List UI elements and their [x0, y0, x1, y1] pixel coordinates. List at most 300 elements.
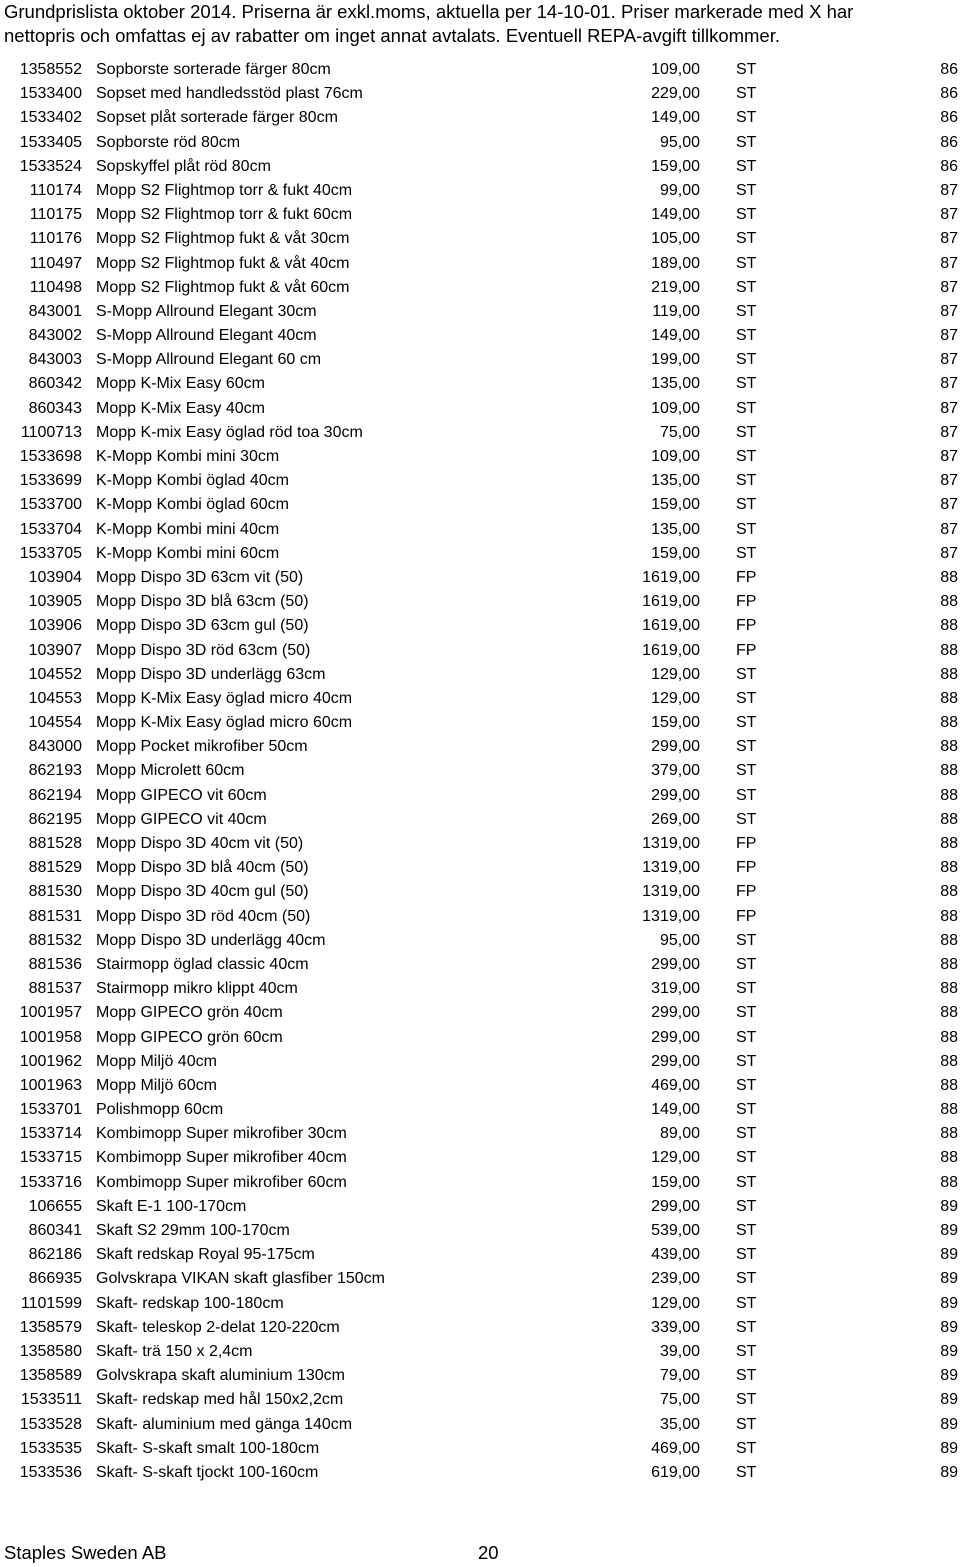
header-line-1: Grundprislista oktober 2014. Priserna är exkl.moms, aktuella per 14-10-01. Priser markerade med X har: [4, 1, 854, 22]
header-line-2: nettopris och omfattas ej av rabatter om inget annat avtalats. Eventuell REPA-avgift tillkommer.: [4, 25, 780, 46]
catalog-page: 89: [940, 1270, 958, 1288]
price: 95,00: [659, 133, 700, 151]
article-number: 110175: [29, 206, 82, 224]
catalog-page: 87: [940, 520, 958, 538]
price: 299,00: [651, 955, 700, 973]
article-number: 860342: [28, 375, 82, 393]
unit: ST: [736, 738, 757, 756]
price: 189,00: [651, 254, 700, 272]
table-row: [0, 1050, 960, 1074]
catalog-page: 87: [940, 351, 958, 369]
article-number: 1533704: [19, 520, 82, 538]
table-row: [0, 687, 960, 711]
article-number: 1533511: [20, 1391, 82, 1409]
unit: FP: [736, 835, 757, 852]
unit: ST: [736, 351, 757, 369]
price: 1619,00: [642, 568, 700, 586]
article-number: 1001957: [19, 1004, 82, 1022]
unit: ST: [736, 1076, 757, 1094]
product-description: Skaft- redskap med hål 150x2,2cm: [96, 1391, 344, 1409]
price: 95,00: [659, 931, 700, 949]
catalog-page: 88: [940, 1173, 958, 1191]
article-number: 843002: [28, 327, 82, 345]
catalog-page: 87: [940, 496, 958, 514]
catalog-page: 88: [940, 883, 958, 901]
product-description: Mopp GIPECO grön 40cm: [96, 1004, 283, 1022]
table-row: [0, 905, 960, 929]
price: 159,00: [651, 157, 700, 175]
catalog-page: 89: [940, 1318, 958, 1336]
article-number: 1358579: [19, 1318, 82, 1336]
product-description: Sopborste röd 80cm: [96, 133, 241, 151]
table-row: [0, 808, 960, 832]
catalog-page: 88: [940, 689, 958, 707]
unit: ST: [736, 544, 757, 562]
table-row: [0, 566, 960, 590]
unit: ST: [736, 1391, 757, 1409]
table-row: [0, 493, 960, 517]
catalog-page: 89: [940, 1463, 958, 1481]
product-description: Sopset med handledsstöd plast 76cm: [96, 85, 363, 103]
unit: FP: [736, 883, 757, 901]
unit: ST: [736, 1367, 757, 1385]
product-description: S-Mopp Allround Elegant 30cm: [96, 302, 317, 320]
price: 1319,00: [642, 835, 700, 852]
unit: ST: [736, 61, 757, 78]
table-row: [0, 445, 960, 469]
table-row: [0, 1219, 960, 1243]
catalog-page: 88: [940, 859, 958, 877]
table-row: [0, 1413, 960, 1437]
product-description: K-Mopp Kombi mini 40cm: [96, 520, 280, 538]
product-description: Mopp GIPECO grön 60cm: [96, 1028, 283, 1046]
article-number: 1533715: [19, 1149, 82, 1167]
price: 129,00: [651, 1149, 700, 1167]
price: 299,00: [651, 1028, 700, 1046]
catalog-page: 89: [940, 1415, 958, 1433]
unit: ST: [736, 1101, 757, 1119]
unit: ST: [736, 1294, 757, 1312]
article-number: 1358580: [19, 1342, 82, 1360]
catalog-page: 87: [940, 399, 958, 417]
unit: ST: [736, 1439, 757, 1457]
article-number: 1533701: [19, 1101, 82, 1119]
article-number: 1101599: [20, 1294, 82, 1312]
price: 1619,00: [642, 617, 700, 635]
table-row: [0, 1146, 960, 1170]
product-description: Mopp K-Mix Easy 60cm: [96, 375, 265, 393]
catalog-page: 88: [940, 931, 958, 949]
table-row: [0, 469, 960, 493]
table-row: [0, 276, 960, 300]
article-number: 866935: [28, 1270, 82, 1288]
price: 149,00: [651, 109, 700, 127]
article-number: 110176: [29, 230, 82, 248]
product-description: Skaft E-1 100-170cm: [96, 1197, 247, 1215]
unit: ST: [736, 423, 757, 441]
price: 119,00: [652, 302, 700, 320]
catalog-page: 88: [940, 568, 958, 586]
product-description: Mopp S2 Flightmop fukt & våt 60cm: [96, 278, 350, 296]
price: 75,00: [659, 1391, 700, 1409]
price: 135,00: [651, 472, 700, 490]
article-number: 104552: [28, 665, 82, 683]
table-row: [0, 58, 960, 82]
catalog-page: 88: [940, 1149, 958, 1167]
product-description: Mopp Dispo 3D blå 40cm (50): [96, 859, 309, 877]
table-row: [0, 252, 960, 276]
price: 269,00: [651, 810, 700, 828]
price: 149,00: [651, 1101, 700, 1119]
unit: ST: [736, 206, 757, 224]
product-description: Mopp Dispo 3D underlägg 40cm: [96, 931, 326, 949]
article-number: 1001958: [19, 1028, 82, 1046]
article-number: 881536: [28, 955, 82, 973]
catalog-page: 88: [940, 835, 958, 852]
page-number: 20: [478, 1542, 499, 1563]
table-row: [0, 1437, 960, 1461]
product-description: Mopp GIPECO vit 40cm: [96, 810, 267, 828]
table-row: [0, 1388, 960, 1412]
unit: FP: [736, 859, 757, 877]
table-row: [0, 929, 960, 953]
product-description: Mopp GIPECO vit 60cm: [96, 786, 267, 804]
table-row: [0, 663, 960, 687]
table-row: [0, 735, 960, 759]
price: 135,00: [651, 520, 700, 538]
article-number: 881530: [28, 883, 82, 901]
catalog-page: 88: [940, 1004, 958, 1022]
table-row: [0, 1171, 960, 1195]
catalog-page: 88: [940, 593, 958, 611]
table-row: [0, 1340, 960, 1364]
article-number: 862195: [28, 810, 82, 828]
product-description: Mopp Miljö 40cm: [96, 1052, 217, 1070]
product-description: Stairmopp mikro klippt 40cm: [96, 980, 298, 998]
unit: ST: [736, 1463, 757, 1481]
price: 469,00: [651, 1439, 700, 1457]
unit: FP: [736, 593, 757, 611]
catalog-page: 87: [940, 254, 958, 272]
unit: ST: [736, 980, 757, 998]
article-number: 1533700: [19, 496, 82, 514]
company-name: Staples Sweden AB: [4, 1542, 167, 1563]
product-description: Mopp S2 Flightmop torr & fukt 60cm: [96, 206, 353, 224]
price: 135,00: [651, 375, 700, 393]
unit: ST: [736, 1125, 757, 1143]
price: 109,00: [651, 399, 700, 417]
product-description: Mopp Pocket mikrofiber 50cm: [96, 738, 308, 756]
price: 1319,00: [642, 907, 700, 925]
price: 319,00: [651, 980, 700, 998]
price: 219,00: [651, 278, 700, 296]
price: 229,00: [651, 85, 700, 103]
article-number: 881532: [28, 931, 82, 949]
product-description: Sopborste sorterade färger 80cm: [96, 61, 331, 78]
price: 379,00: [651, 762, 700, 780]
unit: ST: [736, 1052, 757, 1070]
article-number: 1358589: [19, 1367, 82, 1385]
article-number: 1533536: [19, 1463, 82, 1481]
unit: ST: [736, 133, 757, 151]
unit: ST: [736, 689, 757, 707]
unit: ST: [736, 1342, 757, 1360]
price: 1319,00: [642, 883, 700, 901]
catalog-page: 88: [940, 641, 958, 659]
unit: ST: [736, 520, 757, 538]
product-description: Mopp Dispo 3D 40cm vit (50): [96, 835, 304, 852]
article-number: 860341: [28, 1222, 82, 1239]
catalog-page: 88: [940, 714, 958, 732]
table-row: [0, 1195, 960, 1219]
product-description: K-Mopp Kombi öglad 40cm: [96, 472, 289, 490]
article-number: 106655: [28, 1197, 82, 1215]
catalog-page: 86: [940, 85, 958, 103]
catalog-page: 86: [940, 109, 958, 127]
catalog-page: 88: [940, 907, 958, 925]
article-number: 103906: [28, 617, 82, 635]
product-description: Skaft- teleskop 2-delat 120-220cm: [96, 1318, 340, 1336]
article-number: 110498: [29, 278, 82, 296]
table-row: [0, 348, 960, 372]
table-row: [0, 977, 960, 1001]
product-description: Kombimopp Super mikrofiber 30cm: [96, 1125, 347, 1143]
table-row: [0, 300, 960, 324]
unit: ST: [736, 448, 757, 465]
unit: ST: [736, 1004, 757, 1022]
table-row: [0, 832, 960, 856]
price: 109,00: [651, 448, 700, 465]
catalog-page: 87: [940, 206, 958, 224]
article-number: 1533705: [19, 544, 82, 562]
product-description: Sopset plåt sorterade färger 80cm: [96, 109, 338, 127]
page-footer: [0, 1540, 960, 1566]
table-row: [0, 372, 960, 396]
catalog-page: 86: [940, 157, 958, 175]
price: 75,00: [659, 423, 700, 441]
table-row: [0, 1074, 960, 1098]
table-row: [0, 518, 960, 542]
article-number: 104554: [28, 714, 82, 732]
unit: ST: [736, 1028, 757, 1046]
product-description: Skaft S2 29mm 100-170cm: [96, 1222, 290, 1239]
catalog-page: 88: [940, 665, 958, 683]
table-row: [0, 1461, 960, 1485]
catalog-page: 87: [940, 181, 958, 199]
catalog-page: 87: [940, 375, 958, 393]
product-description: Mopp Dispo 3D röd 40cm (50): [96, 907, 311, 925]
unit: ST: [736, 109, 757, 127]
article-number: 862193: [28, 762, 82, 780]
product-description: K-Mopp Kombi mini 60cm: [96, 544, 280, 562]
catalog-page: 88: [940, 617, 958, 635]
unit: FP: [736, 617, 757, 635]
price: 439,00: [651, 1246, 700, 1264]
product-description: K-Mopp Kombi mini 30cm: [96, 448, 280, 465]
product-description: S-Mopp Allround Elegant 40cm: [96, 327, 317, 345]
article-number: 1533524: [19, 157, 82, 175]
catalog-page: 87: [940, 230, 958, 248]
price: 239,00: [651, 1270, 700, 1288]
price: 299,00: [651, 1197, 700, 1215]
article-number: 843003: [28, 351, 82, 369]
unit: ST: [736, 1270, 757, 1288]
unit: ST: [736, 1318, 757, 1336]
article-number: 1533535: [19, 1439, 82, 1457]
page-header: [4, 0, 954, 48]
catalog-page: 89: [940, 1367, 958, 1385]
price: 149,00: [651, 327, 700, 345]
table-row: [0, 1001, 960, 1025]
catalog-page: 88: [940, 955, 958, 973]
table-row: [0, 1026, 960, 1050]
price: 159,00: [651, 714, 700, 732]
price: 159,00: [651, 496, 700, 514]
article-number: 110174: [29, 181, 82, 199]
catalog-page: 89: [940, 1246, 958, 1264]
table-row: [0, 711, 960, 735]
table-row: [0, 179, 960, 203]
price: 1619,00: [642, 641, 700, 659]
table-row: [0, 203, 960, 227]
catalog-page: 87: [940, 327, 958, 345]
product-description: Golvskrapa VIKAN skaft glasfiber 150cm: [96, 1270, 386, 1288]
article-number: 1100713: [20, 423, 82, 441]
table-row: [0, 953, 960, 977]
catalog-page: 88: [940, 1101, 958, 1119]
table-row: [0, 1267, 960, 1291]
table-row: [0, 1316, 960, 1340]
product-description: S-Mopp Allround Elegant 60 cm: [96, 351, 322, 369]
catalog-page: 88: [940, 762, 958, 780]
unit: ST: [736, 496, 757, 514]
catalog-page: 88: [940, 810, 958, 828]
price: 619,00: [651, 1463, 700, 1481]
price: 129,00: [651, 665, 700, 683]
catalog-page: 87: [940, 278, 958, 296]
product-description: Mopp K-Mix Easy öglad micro 60cm: [96, 714, 353, 732]
unit: FP: [736, 568, 757, 586]
article-number: 1533400: [19, 85, 82, 103]
price: 79,00: [659, 1367, 700, 1385]
price: 99,00: [659, 181, 700, 199]
catalog-page: 89: [940, 1391, 958, 1409]
catalog-page: 88: [940, 786, 958, 804]
table-row: [0, 421, 960, 445]
price: 299,00: [651, 1004, 700, 1022]
unit: ST: [736, 1173, 757, 1191]
article-number: 1358552: [19, 61, 82, 78]
table-row: [0, 397, 960, 421]
product-description: Mopp S2 Flightmop torr & fukt 40cm: [96, 181, 353, 199]
unit: ST: [736, 931, 757, 949]
catalog-page: 87: [940, 544, 958, 562]
unit: FP: [736, 907, 757, 925]
price: 149,00: [651, 206, 700, 224]
price: 159,00: [651, 544, 700, 562]
catalog-page: 89: [940, 1342, 958, 1360]
price: 105,00: [651, 230, 700, 248]
price: 299,00: [651, 738, 700, 756]
unit: ST: [736, 810, 757, 828]
product-description: Skaft- S-skaft tjockt 100-160cm: [96, 1463, 319, 1481]
table-row: [0, 784, 960, 808]
price: 35,00: [659, 1415, 700, 1433]
table-row: [0, 614, 960, 638]
catalog-page: 87: [940, 423, 958, 441]
article-number: 862186: [28, 1246, 82, 1264]
table-row: [0, 155, 960, 179]
unit: ST: [736, 1415, 757, 1433]
product-description: Skaft- redskap 100-180cm: [96, 1294, 284, 1312]
product-description: Mopp K-Mix Easy öglad micro 40cm: [96, 689, 353, 707]
article-number: 1001962: [19, 1052, 82, 1070]
price: 299,00: [651, 1052, 700, 1070]
article-number: 1533714: [19, 1125, 82, 1143]
price: 129,00: [651, 1294, 700, 1312]
unit: ST: [736, 665, 757, 683]
price: 1319,00: [642, 859, 700, 877]
product-description: Kombimopp Super mikrofiber 60cm: [96, 1173, 347, 1191]
catalog-page: 87: [940, 472, 958, 490]
article-number: 1001963: [19, 1076, 82, 1094]
table-row: [0, 759, 960, 783]
price: 1619,00: [642, 593, 700, 611]
catalog-page: 88: [940, 980, 958, 998]
unit: ST: [736, 1197, 757, 1215]
article-number: 103907: [28, 641, 82, 659]
table-row: [0, 324, 960, 348]
unit: ST: [736, 254, 757, 272]
table-row: [0, 1364, 960, 1388]
catalog-page: 89: [940, 1222, 958, 1239]
unit: ST: [736, 472, 757, 490]
unit: ST: [736, 1222, 757, 1239]
unit: ST: [736, 762, 757, 780]
product-description: Mopp Dispo 3D 63cm vit (50): [96, 568, 304, 586]
article-number: 1533699: [19, 472, 82, 490]
catalog-page: 88: [940, 1125, 958, 1143]
article-number: 843000: [28, 738, 82, 756]
unit: ST: [736, 157, 757, 175]
table-row: [0, 1243, 960, 1267]
price: 39,00: [659, 1342, 700, 1360]
product-description: Mopp Miljö 60cm: [96, 1076, 217, 1094]
product-description: Sopskyffel plåt röd 80cm: [96, 157, 271, 175]
unit: ST: [736, 327, 757, 345]
article-number: 881531: [28, 907, 82, 925]
catalog-page: 88: [940, 1028, 958, 1046]
product-description: Mopp K-mix Easy öglad röd toa 30cm: [96, 423, 363, 441]
product-description: Mopp Microlett 60cm: [96, 762, 245, 780]
table-row: [0, 856, 960, 880]
product-description: Skaft redskap Royal 95-175cm: [96, 1246, 315, 1264]
product-description: Mopp S2 Flightmop fukt & våt 40cm: [96, 254, 350, 272]
unit: ST: [736, 1246, 757, 1264]
product-description: Mopp Dispo 3D blå 63cm (50): [96, 593, 309, 611]
table-row: [0, 639, 960, 663]
product-description: Kombimopp Super mikrofiber 40cm: [96, 1149, 347, 1167]
price: 199,00: [651, 351, 700, 369]
catalog-page: 86: [940, 133, 958, 151]
catalog-page: 89: [940, 1439, 958, 1457]
table-row: [0, 82, 960, 106]
article-number: 103905: [28, 593, 82, 611]
price: 299,00: [651, 786, 700, 804]
article-number: 1533716: [19, 1173, 82, 1191]
price: 539,00: [651, 1222, 700, 1239]
article-number: 860343: [28, 399, 82, 417]
